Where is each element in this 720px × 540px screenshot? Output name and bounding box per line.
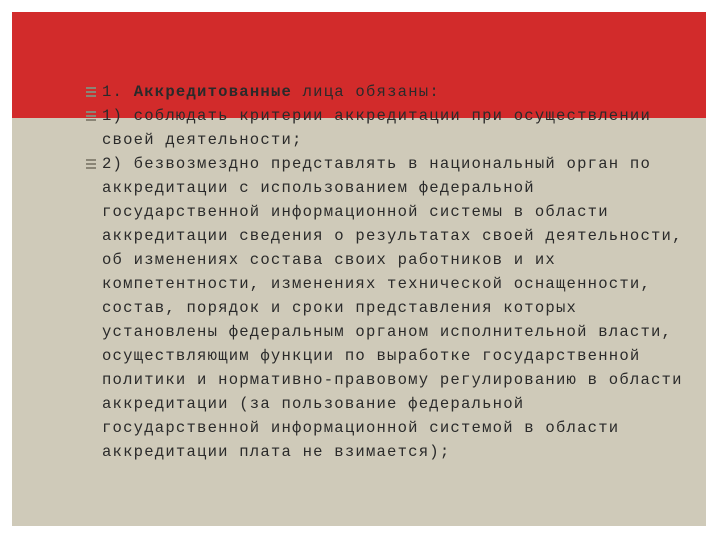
square-list-bullet-icon	[86, 87, 96, 97]
bullet-item-2	[84, 104, 684, 152]
square-list-bullet-icon	[86, 111, 96, 121]
bullet-2-text: 1) соблюдать критерии аккредитации при осуществлении своей деятельности;	[102, 107, 652, 149]
bullet-1-bold: Аккредитованные	[133, 83, 293, 101]
slide-content	[84, 80, 684, 464]
square-list-bullet-icon	[86, 159, 96, 169]
bullet-1-lead: 1.	[102, 83, 134, 101]
bullet-item-1	[84, 80, 684, 104]
bullet-item-3	[84, 152, 684, 464]
bullet-1-rest: лица обязаны:	[292, 83, 440, 101]
bullet-3-text: 2) безвозмездно представлять в национальный орган по аккредитации с использованием федеральной государственной информационной системы в области аккредитации сведения о результатах своей деятельности, об изменениях состава своих работников и их компетентности, изменениях технической оснащенности, состав, порядок и сроки представления которых установлены федеральным органом исполнительной власти, осуществляющим функции по выработке государственной политики и нормативно-правовому регулированию в области аккредитации (за пользование федеральной государственной информационной системой в области аккредитации плата не взимается);	[102, 155, 683, 461]
